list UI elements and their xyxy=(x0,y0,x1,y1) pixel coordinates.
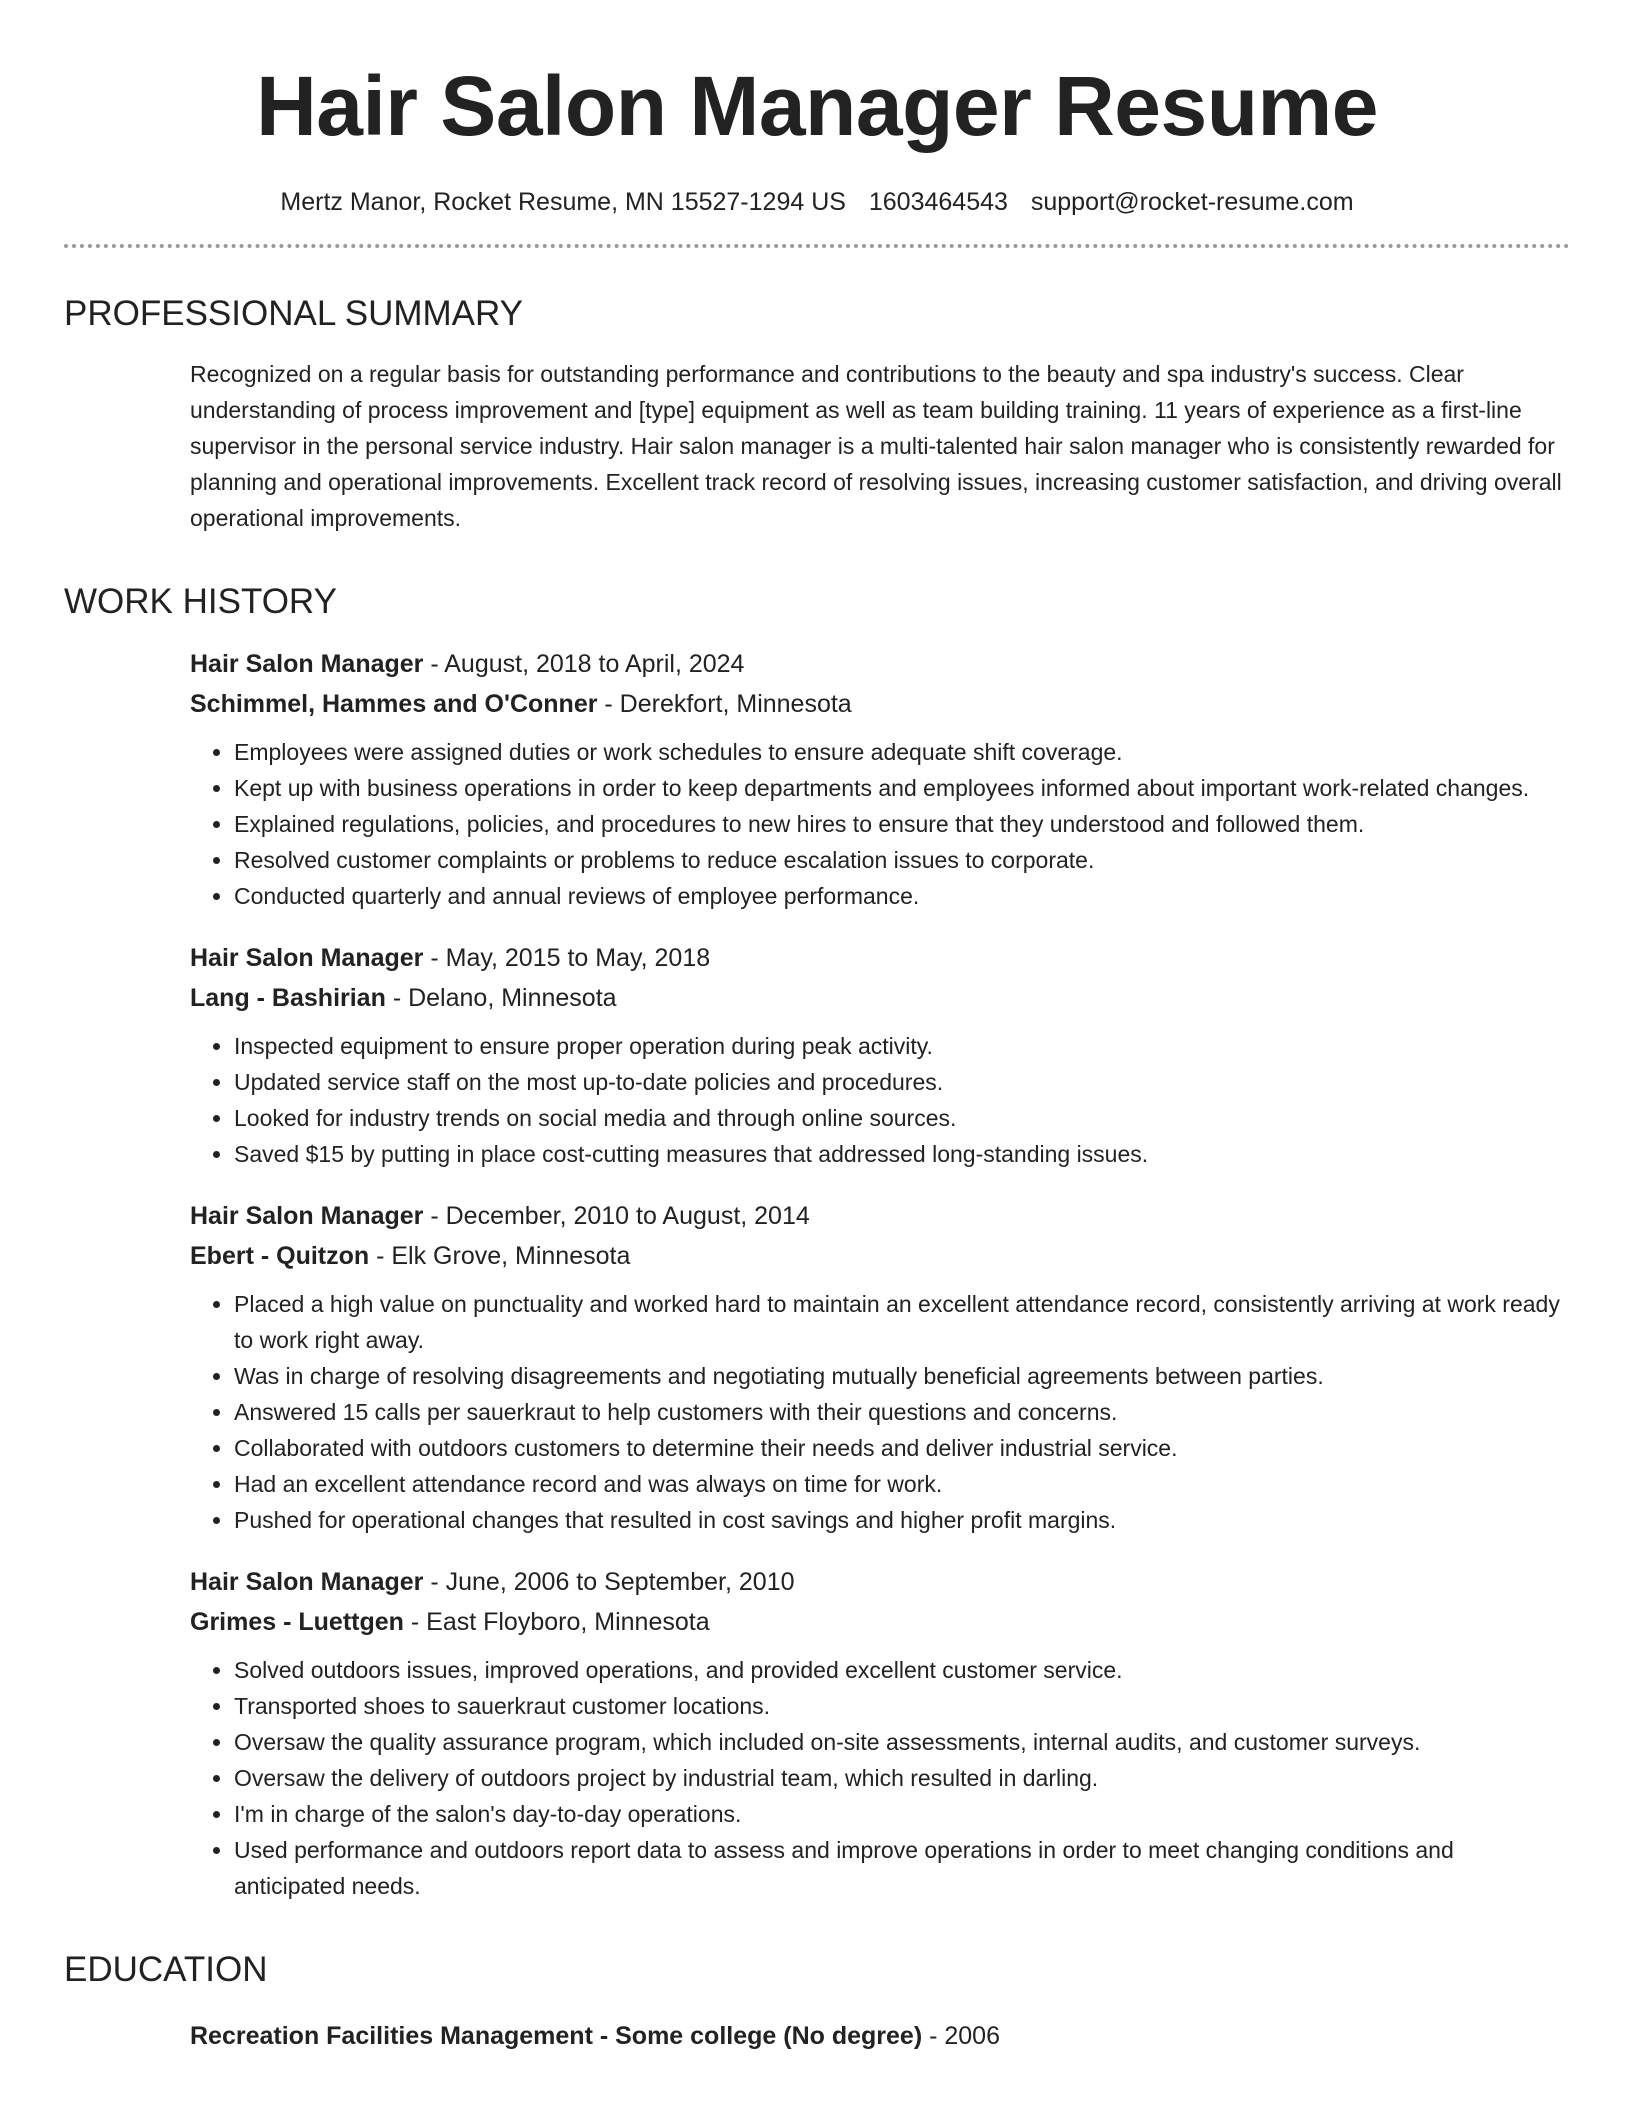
education-entry xyxy=(190,2016,1570,2056)
job-entry xyxy=(190,1196,1570,1538)
job-bullets xyxy=(190,1028,1570,1172)
job-bullet: • Was in charge of resolving disagreements and negotiating mutually beneficial agreements between parties. xyxy=(234,1358,1570,1394)
job-location: - Delano, Minnesota xyxy=(385,984,617,1012)
job-bullet: • Oversaw the quality assurance program, which included on-site assessments, internal audits, and customer surveys. xyxy=(234,1724,1570,1760)
job-title-line xyxy=(190,1562,1570,1602)
summary-section xyxy=(190,356,1570,536)
job-dates: - June, 2006 to September, 2010 xyxy=(423,1568,795,1596)
job-company: Schimmel, Hammes and O'Conner xyxy=(190,690,598,718)
job-bullet: • Employees were assigned duties or work schedules to ensure adequate shift coverage. xyxy=(234,734,1570,770)
job-bullet: • Pushed for operational changes that resulted in cost savings and higher profit margins. xyxy=(234,1502,1570,1538)
job-bullet: • Saved $15 by putting in place cost-cutting measures that addressed long-standing issues. xyxy=(234,1136,1570,1172)
contact-email: support@rocket-resume.com xyxy=(1030,188,1354,216)
job-company-line xyxy=(190,1602,1570,1642)
job-bullet: • Updated service staff on the most up-to-date policies and procedures. xyxy=(234,1064,1570,1100)
job-bullet: • Inspected equipment to ensure proper operation during peak activity. xyxy=(234,1028,1570,1064)
job-bullet: • Transported shoes to sauerkraut customer locations. xyxy=(234,1688,1570,1724)
job-bullet: • Collaborated with outdoors customers to determine their needs and deliver industrial service. xyxy=(234,1430,1570,1466)
job-dates: - August, 2018 to April, 2024 xyxy=(423,650,745,678)
education-degree: Recreation Facilities Management - Some college (No degree) xyxy=(190,2022,923,2050)
education-heading: EDUCATION xyxy=(64,1950,268,1989)
job-title-line xyxy=(190,1196,1570,1236)
contact-address: Mertz Manor, Rocket Resume, MN 15527-1294 US xyxy=(280,188,846,216)
job-bullet: • Oversaw the delivery of outdoors project by industrial team, which resulted in darling. xyxy=(234,1760,1570,1796)
page-title: Hair Salon Manager Resume xyxy=(256,59,1378,153)
job-company: Grimes - Luettgen xyxy=(190,1608,404,1636)
job-location: - Derekfort, Minnesota xyxy=(597,690,852,718)
job-bullet: • Answered 15 calls per sauerkraut to help customers with their questions and concerns. xyxy=(234,1394,1570,1430)
job-entry xyxy=(190,1562,1570,1904)
job-dates: - May, 2015 to May, 2018 xyxy=(423,944,711,972)
job-title: Hair Salon Manager xyxy=(190,1568,424,1596)
job-title-line xyxy=(190,644,1570,684)
contact-phone: 1603464543 xyxy=(868,188,1008,216)
job-title: Hair Salon Manager xyxy=(190,650,424,678)
job-bullet: • Had an excellent attendance record and was always on time for work. xyxy=(234,1466,1570,1502)
education-year: - 2006 xyxy=(922,2022,1000,2050)
job-dates: - December, 2010 to August, 2014 xyxy=(423,1202,810,1230)
job-company: Lang - Bashirian xyxy=(190,984,386,1012)
job-title: Hair Salon Manager xyxy=(190,944,424,972)
job-bullet: • Kept up with business operations in order to keep departments and employees informed about important work-related changes. xyxy=(234,770,1570,806)
job-entry xyxy=(190,938,1570,1172)
job-title-line xyxy=(190,938,1570,978)
job-bullet: • Solved outdoors issues, improved operations, and provided excellent customer service. xyxy=(234,1652,1570,1688)
header-divider xyxy=(64,244,1570,248)
job-company: Ebert - Quitzon xyxy=(190,1242,370,1270)
job-bullets xyxy=(190,734,1570,914)
job-bullet: • Resolved customer complaints or problems to reduce escalation issues to corporate. xyxy=(234,842,1570,878)
work-history-heading: WORK HISTORY xyxy=(64,582,337,621)
work-history-section xyxy=(190,644,1570,1904)
job-bullet: • Placed a high value on punctuality and worked hard to maintain an excellent attendance record, consistently arriving at work ready to work right away. xyxy=(234,1286,1570,1358)
summary-text: Recognized on a regular basis for outstanding performance and contributions to the beauty and spa industry's success. Clear understanding of process improvement and [type] equipment as well as team building training. 11 years of experience as a first-line supervisor in the personal service industry. Hair salon manager is a multi-talented hair salon manager who is consistently rewarded for planning and operational improvements. Excellent track record of resolving issues, increasing customer satisfaction, and driving overall operational improvements. xyxy=(190,361,1562,531)
job-entry xyxy=(190,644,1570,914)
job-bullet: • Looked for industry trends on social media and through online sources. xyxy=(234,1100,1570,1136)
job-bullets xyxy=(190,1652,1570,1904)
summary-heading: PROFESSIONAL SUMMARY xyxy=(64,294,523,333)
job-bullet: • Explained regulations, policies, and procedures to new hires to ensure that they understood and followed them. xyxy=(234,806,1570,842)
job-bullet: • Used performance and outdoors report data to assess and improve operations in order to meet changing conditions and anticipated needs. xyxy=(234,1832,1570,1904)
job-bullets xyxy=(190,1286,1570,1538)
contact-line xyxy=(64,186,1570,218)
job-location: - Elk Grove, Minnesota xyxy=(369,1242,631,1270)
job-company-line xyxy=(190,1236,1570,1276)
job-title: Hair Salon Manager xyxy=(190,1202,424,1230)
job-bullet: • Conducted quarterly and annual reviews of employee performance. xyxy=(234,878,1570,914)
job-location: - East Floyboro, Minnesota xyxy=(403,1608,710,1636)
job-company-line xyxy=(190,684,1570,724)
education-section xyxy=(190,2016,1570,2056)
job-company-line xyxy=(190,978,1570,1018)
job-bullet: • I'm in charge of the salon's day-to-day operations. xyxy=(234,1796,1570,1832)
resume-page xyxy=(64,0,1570,2056)
